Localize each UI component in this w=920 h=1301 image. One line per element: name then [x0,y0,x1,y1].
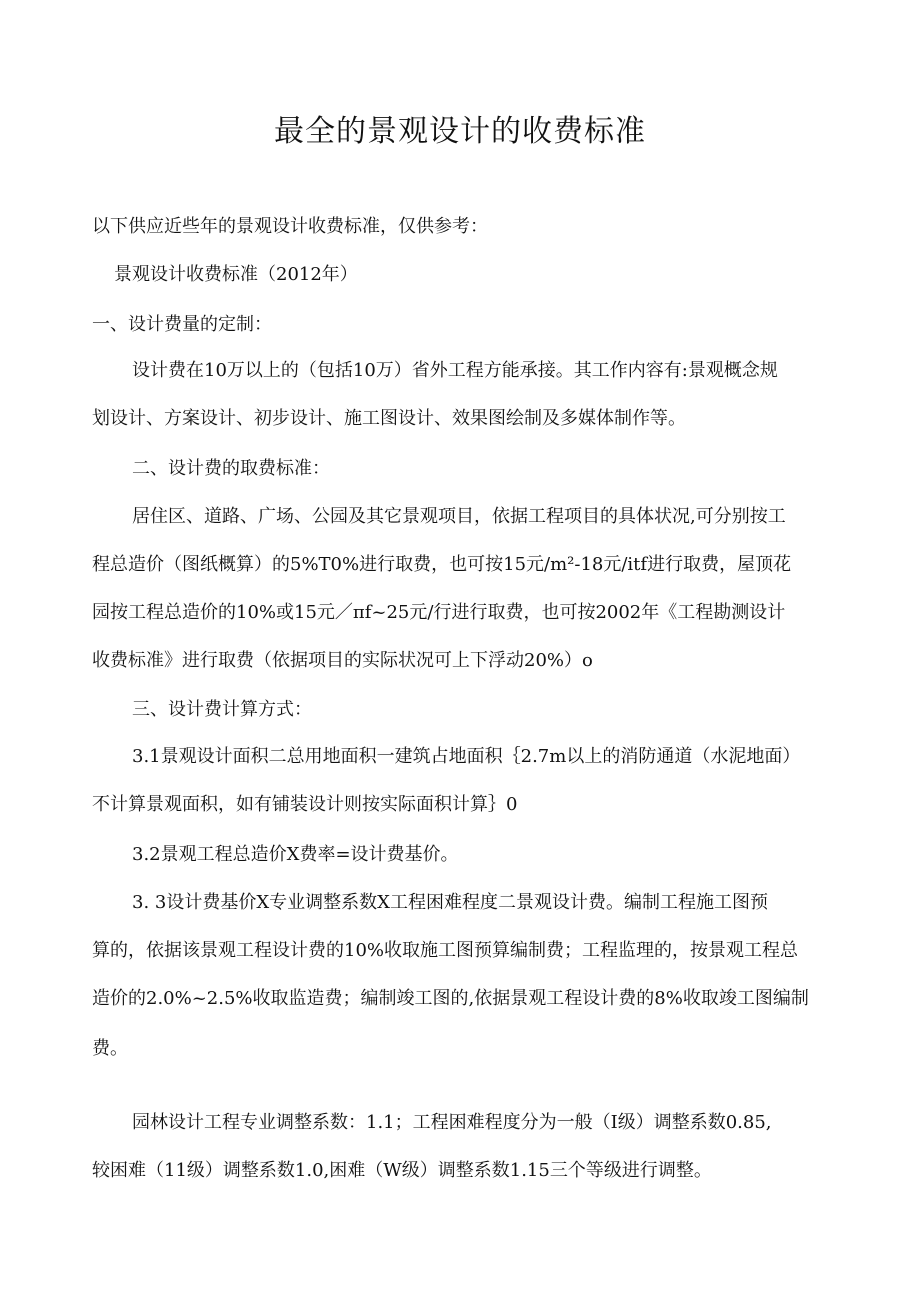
section-1-heading: 一、设计费量的定制： [92,314,272,335]
paragraph-line: 划设计、方案设计、初步设计、施工图设计、效果图绘制及多媒体制作等。 [92,408,686,429]
paragraph-line: 较困难（11级）调整系数1.0,困难（W级）调整系数1.15三个等级进行调整。 [92,1160,712,1181]
paragraph-line: 造价的2.0%~2.5%收取监造费；编制竣工图的,依据景观工程设计费的8%收取竣工图编制 [92,988,809,1009]
section-2-heading: 二、设计费的取费标准： [132,458,330,479]
paragraph-line: 园按工程总造价的10%或15元／πf~25元/行进行取费，也可按2002年《工程勘测设计 [92,602,786,623]
paragraph-line: 3. 3设计费基价X专业调整系数X工程困难程度二景观设计费。编制工程施工图预 [132,892,768,913]
standard-heading: 景观设计收费标准（2012年） [114,264,358,285]
paragraph-line: 算的，依据该景观工程设计费的10%收取施工图预算编制费；工程监理的，按景观工程总 [92,940,799,961]
paragraph-line: 收费标准》进行取费（依据项目的实际状况可上下浮动20%）o [92,650,593,671]
paragraph-line: 3.1景观设计面积二总用地面积一建筑占地面积｛2.7m以上的消防通道（水泥地面） [132,746,801,767]
paragraph-line: 不计算景观面积，如有铺装设计则按实际面积计算｝0 [92,794,518,815]
paragraph-line: 居住区、道路、广场、公园及其它景观项目，依据工程项目的具体状况,可分别按工 [132,506,786,527]
section-3-heading: 三、设计费计算方式： [132,699,312,720]
paragraph-line: 园林设计工程专业调整系数：1.1；工程困难程度分为一般（I级）调整系数0.85, [132,1112,772,1133]
paragraph-line: 程总造价（图纸概算）的5%T0%进行取费，也可按15元/m²-18元/itf进行取费，屋顶花 [92,554,792,575]
document-title: 最全的景观设计的收费标准 [274,114,646,149]
intro-line: 以下供应近些年的景观设计收费标准，仅供参考： [92,216,488,237]
paragraph-line: 3.2景观工程总造价X费率=设计费基价。 [132,844,459,865]
paragraph-line: 费。 [92,1038,128,1059]
paragraph-line: 设计费在10万以上的（包括10万）省外工程方能承接。其工作内容有:景观概念规 [132,360,778,381]
